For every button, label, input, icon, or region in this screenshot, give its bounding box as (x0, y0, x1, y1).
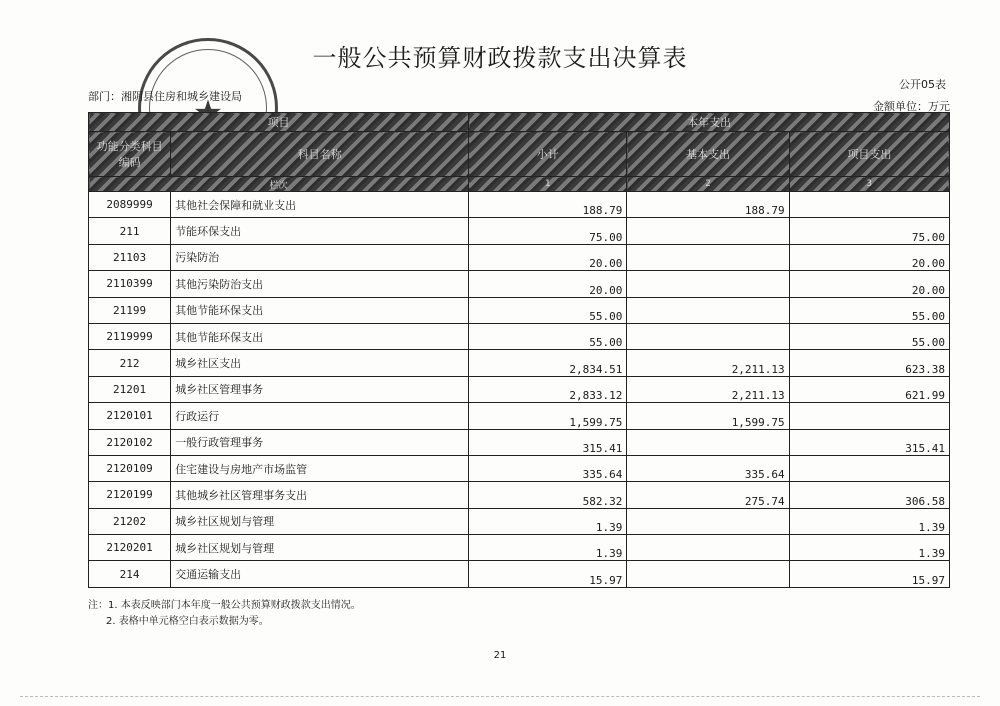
row-code: 2089999 (89, 192, 171, 218)
header-expense-group: 本年支出 (469, 113, 950, 132)
row-name: 交通运输支出 (171, 561, 469, 587)
row-code: 2110399 (89, 271, 171, 297)
table-row (89, 218, 950, 244)
row-total: 15.97 (469, 561, 627, 587)
row-code: 2120101 (89, 403, 171, 429)
header-code: 功能分类科目编码 (89, 132, 171, 177)
row-code: 2120201 (89, 535, 171, 561)
row-total: 315.41 (469, 429, 627, 455)
row-project (789, 403, 949, 429)
row-total: 188.79 (469, 192, 627, 218)
row-total: 335.64 (469, 455, 627, 481)
row-project: 621.99 (789, 376, 949, 402)
row-name: 节能环保支出 (171, 218, 469, 244)
row-name: 城乡社区规划与管理 (171, 508, 469, 534)
row-project (789, 455, 949, 481)
row-name: 城乡社区支出 (171, 350, 469, 376)
header-index-project: 3 (789, 177, 949, 192)
row-code: 2120199 (89, 482, 171, 508)
row-code: 211 (89, 218, 171, 244)
department-label: 部门：湘阴县住房和城乡建设局 (88, 90, 242, 103)
table-row (89, 323, 950, 349)
header-column-row (89, 132, 950, 177)
row-code: 212 (89, 350, 171, 376)
row-total: 1.39 (469, 535, 627, 561)
note-2: 2. 表格中单元格空白表示数据为零。 (106, 616, 269, 627)
row-project: 20.00 (789, 244, 949, 270)
row-total: 20.00 (469, 271, 627, 297)
header-total: 小计 (469, 132, 627, 177)
table-row (89, 508, 950, 534)
table-body (89, 192, 950, 588)
header-index-total: 1 (469, 177, 627, 192)
row-project: 55.00 (789, 297, 949, 323)
row-basic: 188.79 (627, 192, 789, 218)
row-code: 214 (89, 561, 171, 587)
row-code: 21199 (89, 297, 171, 323)
row-basic (627, 218, 789, 244)
row-name: 行政运行 (171, 403, 469, 429)
header-index-basic: 2 (627, 177, 789, 192)
table-row (89, 429, 950, 455)
row-name: 其他节能环保支出 (171, 297, 469, 323)
row-basic: 335.64 (627, 455, 789, 481)
header-index-row (89, 177, 950, 192)
note-1: 注：1. 本表反映部门本年度一般公共预算财政拨款支出情况。 (88, 600, 361, 611)
table-row (89, 455, 950, 481)
scan-edge-line (20, 696, 980, 697)
table-row (89, 297, 950, 323)
row-code: 21103 (89, 244, 171, 270)
row-name: 城乡社区管理事务 (171, 376, 469, 402)
header-basic: 基本支出 (627, 132, 789, 177)
row-name: 其他节能环保支出 (171, 323, 469, 349)
row-project (789, 192, 949, 218)
row-total: 1,599.75 (469, 403, 627, 429)
row-name: 其他城乡社区管理事务支出 (171, 482, 469, 508)
row-total: 582.32 (469, 482, 627, 508)
row-project: 75.00 (789, 218, 949, 244)
table-row (89, 561, 950, 587)
row-basic (627, 271, 789, 297)
header-project-group: 项目 (89, 113, 469, 132)
form-code: 公开05表 (899, 78, 946, 91)
header-group-row (89, 113, 950, 132)
row-project: 20.00 (789, 271, 949, 297)
row-basic (627, 429, 789, 455)
row-basic (627, 297, 789, 323)
row-total: 55.00 (469, 323, 627, 349)
table-row (89, 403, 950, 429)
header-project: 项目支出 (789, 132, 949, 177)
row-basic (627, 323, 789, 349)
table-row (89, 192, 950, 218)
row-total: 20.00 (469, 244, 627, 270)
row-name: 一般行政管理事务 (171, 429, 469, 455)
table-notes (88, 598, 361, 630)
row-code: 2120102 (89, 429, 171, 455)
row-total: 75.00 (469, 218, 627, 244)
table-row (89, 271, 950, 297)
row-code: 2120109 (89, 455, 171, 481)
row-project: 55.00 (789, 323, 949, 349)
row-total: 55.00 (469, 297, 627, 323)
row-total: 2,833.12 (469, 376, 627, 402)
page-number: 21 (493, 650, 507, 661)
row-name: 城乡社区规划与管理 (171, 535, 469, 561)
row-project: 315.41 (789, 429, 949, 455)
row-code: 21202 (89, 508, 171, 534)
table-row (89, 376, 950, 402)
header-name: 科目名称 (171, 132, 469, 177)
row-name: 其他社会保障和就业支出 (171, 192, 469, 218)
row-basic (627, 535, 789, 561)
row-code: 21201 (89, 376, 171, 402)
table-row (89, 535, 950, 561)
row-basic (627, 561, 789, 587)
row-name: 污染防治 (171, 244, 469, 270)
page-title: 一般公共预算财政拨款支出决算表 (312, 44, 688, 72)
row-project: 306.58 (789, 482, 949, 508)
row-name: 其他污染防治支出 (171, 271, 469, 297)
row-total: 2,834.51 (469, 350, 627, 376)
header-index-label: 栏次 (89, 177, 469, 192)
row-basic: 275.74 (627, 482, 789, 508)
row-basic: 2,211.13 (627, 376, 789, 402)
row-total: 1.39 (469, 508, 627, 534)
row-basic: 2,211.13 (627, 350, 789, 376)
row-project: 1.39 (789, 508, 949, 534)
row-code: 2119999 (89, 323, 171, 349)
row-basic (627, 244, 789, 270)
table-row (89, 350, 950, 376)
table-row (89, 244, 950, 270)
row-basic: 1,599.75 (627, 403, 789, 429)
table-row (89, 482, 950, 508)
row-project: 623.38 (789, 350, 949, 376)
row-basic (627, 508, 789, 534)
unit-label: 金额单位：万元 (873, 100, 950, 113)
row-project: 15.97 (789, 561, 949, 587)
expenditure-table (88, 112, 950, 588)
row-name: 住宅建设与房地产市场监管 (171, 455, 469, 481)
row-project: 1.39 (789, 535, 949, 561)
